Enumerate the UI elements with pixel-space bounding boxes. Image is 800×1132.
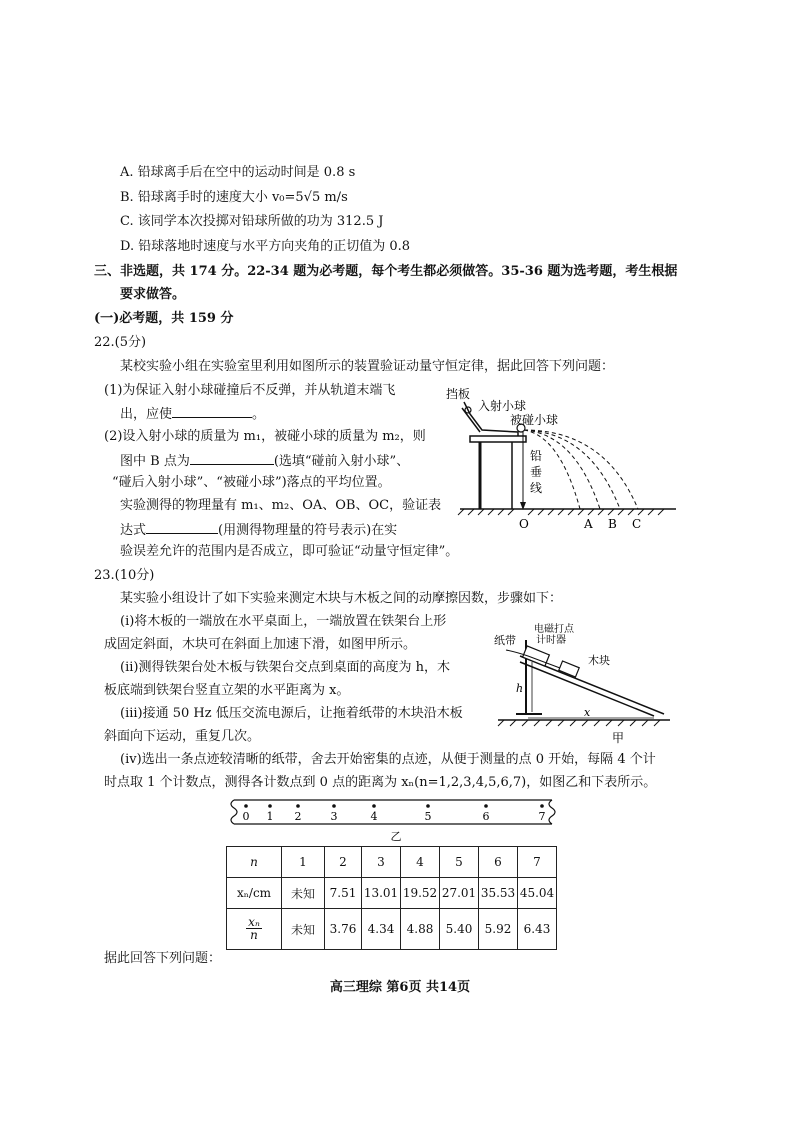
label-figure-jia: 甲 — [612, 731, 625, 745]
q23-header: 23.(10分) — [94, 568, 155, 583]
tape-label: 2 — [294, 810, 302, 823]
label-point-o: O — [519, 517, 529, 531]
header-n: n — [227, 847, 282, 878]
q23-s3b: 斜面向下运动，重复几次。 — [104, 729, 261, 744]
ratio-value-1: 未知 — [282, 909, 325, 950]
tape-label: 5 — [424, 810, 432, 823]
label-point-a: A — [584, 517, 593, 531]
x-value-1: 未知 — [282, 878, 325, 909]
collision-apparatus-figure — [440, 384, 680, 534]
tape-label: 4 — [370, 810, 378, 823]
q22-p1b-line — [120, 404, 265, 424]
q23-s1a: (i)将木板的一端放在水平桌面上，一端放置在铁架台上形 — [120, 614, 447, 629]
label-point-b: B — [608, 517, 617, 531]
ratio-numerator: xₙ — [248, 915, 260, 929]
q23-s4b: 时点取 1 个计数点，测得各计数点到 0 点的距离为 xₙ(n=1,2,3,4,5,6,7)，如图乙和下表所示。 — [104, 775, 657, 790]
tape-label: 1 — [266, 810, 274, 823]
label-block: 木块 — [588, 654, 610, 667]
answer-blank-1[interactable] — [172, 404, 252, 418]
tape-dot — [484, 804, 488, 808]
incline-figure — [494, 622, 674, 746]
tape-dot — [296, 804, 300, 808]
ground-hatching — [458, 509, 664, 515]
x-value-3: 13.01 — [362, 878, 401, 909]
label-incident-ball: 入射小球 — [478, 399, 527, 413]
tape-label: 6 — [482, 810, 490, 823]
label-plumb-3: 线 — [530, 481, 543, 495]
q22-p2c: (选填“碰前入射小球”、 — [273, 454, 410, 469]
x-value-7: 45.04 — [518, 878, 557, 909]
answer-blank-2[interactable] — [190, 451, 274, 465]
ratio-value-7: 6.43 — [518, 909, 557, 950]
q23-s1b: 成固定斜面，木块可在斜面上加速下滑，如图甲所示。 — [104, 637, 417, 652]
col-2: 2 — [325, 847, 362, 878]
q23-s4a: (iv)选出一条点迹较清晰的纸带，舍去开始密集的点迹，从便于测量的点 0 开始，每隔 4 个计 — [120, 752, 656, 767]
x-value-6: 35.53 — [479, 878, 518, 909]
q22-p1a: (1)为保证入射小球碰撞后不反弹，并从轨道末端飞 — [104, 383, 396, 398]
table-row-x — [227, 878, 557, 909]
tape-label: 0 — [242, 810, 250, 823]
col-7: 7 — [518, 847, 557, 878]
x-value-4: 19.52 — [401, 878, 440, 909]
q22-p2b-line — [120, 451, 409, 471]
tape-dot — [268, 804, 272, 808]
option-d: D. 铅球落地时速度与水平方向夹角的正切值为 0.8 — [120, 239, 411, 254]
x-value-5: 27.01 — [440, 878, 479, 909]
q22-p2h: 验误差允许的范围内是否成立，即可验证“动量守恒定律”。 — [120, 544, 459, 559]
q23-s2a: (ii)测得铁架台处木板与铁架台交点到桌面的高度为 h，木 — [120, 660, 450, 675]
col-1: 1 — [282, 847, 325, 878]
ratio-value-6: 5.92 — [479, 909, 518, 950]
tape-dot — [244, 804, 248, 808]
label-plumb-2: 垂 — [530, 465, 543, 479]
paper-tape-figure — [222, 796, 562, 842]
answer-blank-3[interactable] — [146, 520, 218, 534]
option-c: C. 该同学本次投掷对铅球所做的功为 312.5 J — [120, 214, 384, 229]
label-h: h — [516, 682, 524, 695]
label-baffle: 挡板 — [446, 387, 471, 401]
q23-intro: 某实验小组设计了如下实验来测定木块与木板之间的动摩擦因数，步骤如下： — [120, 591, 563, 606]
ratio-value-2: 3.76 — [325, 909, 362, 950]
block — [559, 661, 579, 677]
label-plumb-1: 铅 — [530, 449, 543, 463]
col-3: 3 — [362, 847, 401, 878]
ratio-value-4: 4.88 — [401, 909, 440, 950]
section-3-line2: 要求做答。 — [120, 287, 186, 302]
label-target-ball: 被碰小球 — [510, 413, 559, 427]
ratio-value-5: 5.40 — [440, 909, 479, 950]
tape-label: 3 — [330, 810, 338, 823]
col-4: 4 — [401, 847, 440, 878]
table-row-ratio — [227, 909, 557, 950]
q22-p2a: (2)设入射小球的质量为 m₁，被碰小球的质量为 m₂，则 — [104, 429, 426, 444]
label-figure-yi: 乙 — [390, 830, 402, 842]
label-timer-2: 计时器 — [536, 635, 566, 646]
q22-p2f-line — [120, 520, 397, 540]
q22-p1b: 出，应使 — [120, 407, 173, 422]
col-5: 5 — [440, 847, 479, 878]
q23-s2b: 板底端到铁架台竖直立架的水平距离为 x。 — [104, 683, 350, 698]
tape-dot — [372, 804, 376, 808]
q22-p2g: (用测得物理量的符号表示)在实 — [218, 523, 398, 538]
tape-label: 7 — [538, 810, 546, 823]
label-tape: 纸带 — [494, 634, 516, 647]
measurement-table — [226, 846, 557, 950]
col-6: 6 — [479, 847, 518, 878]
option-a: A. 铅球离手后在空中的运动时间是 0.8 s — [120, 165, 356, 180]
q22-p1c: 。 — [252, 407, 266, 422]
tape-dot — [332, 804, 336, 808]
ratio-value-3: 4.34 — [362, 909, 401, 950]
page-footer: 高三理综 第6页 共14页 — [329, 980, 471, 995]
q23-closing: 据此回答下列问题： — [104, 951, 222, 966]
header-ratio — [227, 909, 282, 950]
tape-dot — [540, 804, 544, 808]
tape-dot — [426, 804, 430, 808]
option-b: B. 铅球离手时的速度大小 v₀=5√5 m/s — [120, 190, 348, 205]
subsection-title: (一)必考题，共 159 分 — [94, 311, 234, 326]
q22-p2e: 实验测得的物理量有 m₁、m₂、OA、OB、OC，验证表 — [120, 498, 442, 513]
label-point-c: C — [632, 517, 642, 531]
table-row-n — [227, 847, 557, 878]
header-xn: xₙ/cm — [227, 878, 282, 909]
x-value-2: 7.51 — [325, 878, 362, 909]
label-timer-1: 电磁打点 — [534, 624, 574, 635]
q23-s3a: (iii)接通 50 Hz 低压交流电源后，让拖着纸带的木块沿木板 — [120, 706, 463, 721]
ratio-denominator: n — [250, 928, 258, 942]
q22-p2f: 达式 — [120, 523, 147, 538]
q22-p2b: 图中 B 点为 — [120, 454, 190, 469]
q22-intro: 某校实验小组在实验室里利用如图所示的装置验证动量守恒定律，据此回答下列问题： — [120, 359, 615, 374]
label-x: x — [584, 706, 591, 719]
section-3-line1: 三、非选题，共 174 分。22-34 题为必考题，每个考生都必须做答。35-36 题为选考题，考生根据 — [94, 264, 678, 279]
q22-p2d: “碰后入射小球”、“被碰小球”)落点的平均位置。 — [112, 475, 391, 490]
q22-header: 22.(5分) — [94, 335, 147, 350]
